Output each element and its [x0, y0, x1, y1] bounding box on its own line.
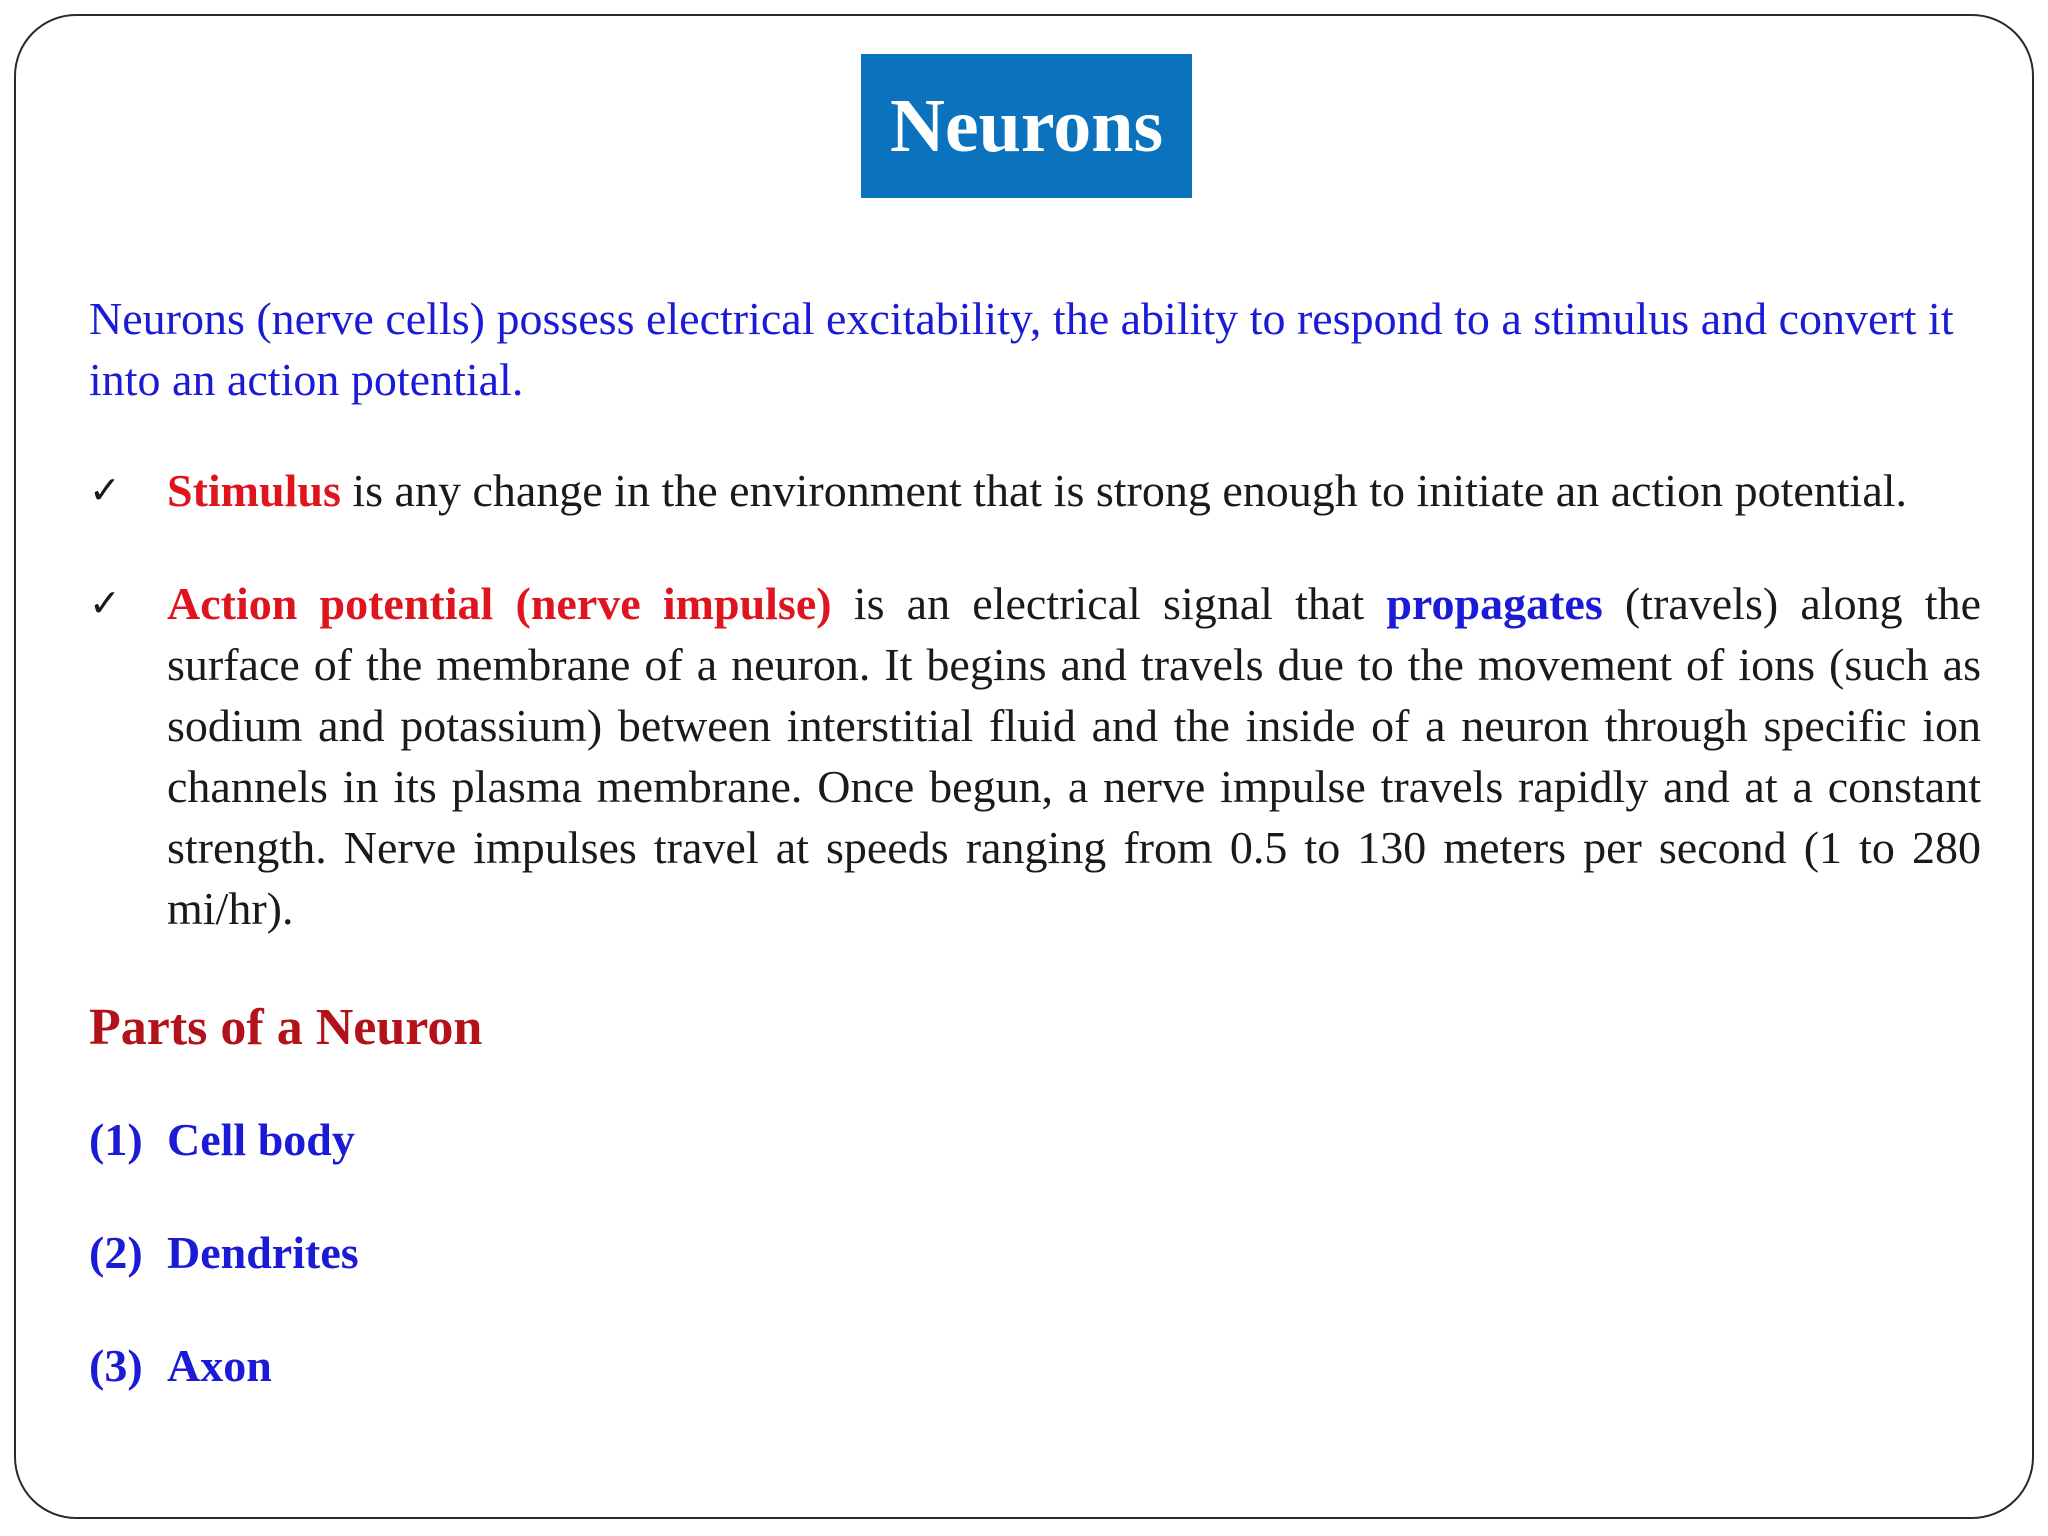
- slide-content: [89, 288, 1981, 1396]
- part-number: (3): [89, 1340, 143, 1391]
- bullet-stimulus: [89, 460, 1981, 521]
- title-banner: [861, 54, 1192, 198]
- page-title: Neurons: [889, 84, 1164, 168]
- part-label: Axon: [167, 1340, 272, 1391]
- bullet-action-text-before: is an electrical signal that: [831, 578, 1387, 629]
- term-stimulus: Stimulus: [167, 465, 341, 516]
- part-label: Dendrites: [167, 1227, 359, 1278]
- part-item-axon: [89, 1335, 1981, 1396]
- checkmark-icon: ✓: [89, 468, 121, 512]
- term-propagates: propagates: [1386, 578, 1603, 629]
- part-number: (1): [89, 1114, 143, 1165]
- intro-paragraph: Neurons (nerve cells) possess electrical excitability, the ability to respond to a stimulus and convert it into an action potential.: [89, 293, 1954, 405]
- bullet-stimulus-text: is any change in the environment that is strong enough to initiate an action potential.: [340, 465, 1908, 516]
- part-label: Cell body: [167, 1114, 355, 1165]
- bullet-action-text-after: (travels) along the surface of the membrane of a neuron. It begins and travels due to the movement of ions (such as sodium and potassium) between interstitial fluid and the inside of a neuron through specific ion channels in its plasma membrane. Once begun, a nerve impulse travels rapidly and at a constant strength. Nerve impulses travel at speeds ranging from 0.5 to 130 meters per second (1 to 280 mi/hr).: [167, 578, 1981, 934]
- checkmark-icon: ✓: [89, 581, 121, 625]
- term-action-potential: Action potential (nerve impulse): [167, 578, 832, 629]
- parts-heading: Parts of a Neuron: [89, 999, 483, 1056]
- bullet-action-potential: [89, 573, 1981, 939]
- part-number: (2): [89, 1227, 143, 1278]
- part-item-dendrites: [89, 1222, 1981, 1283]
- part-item-cell-body: [89, 1109, 1981, 1170]
